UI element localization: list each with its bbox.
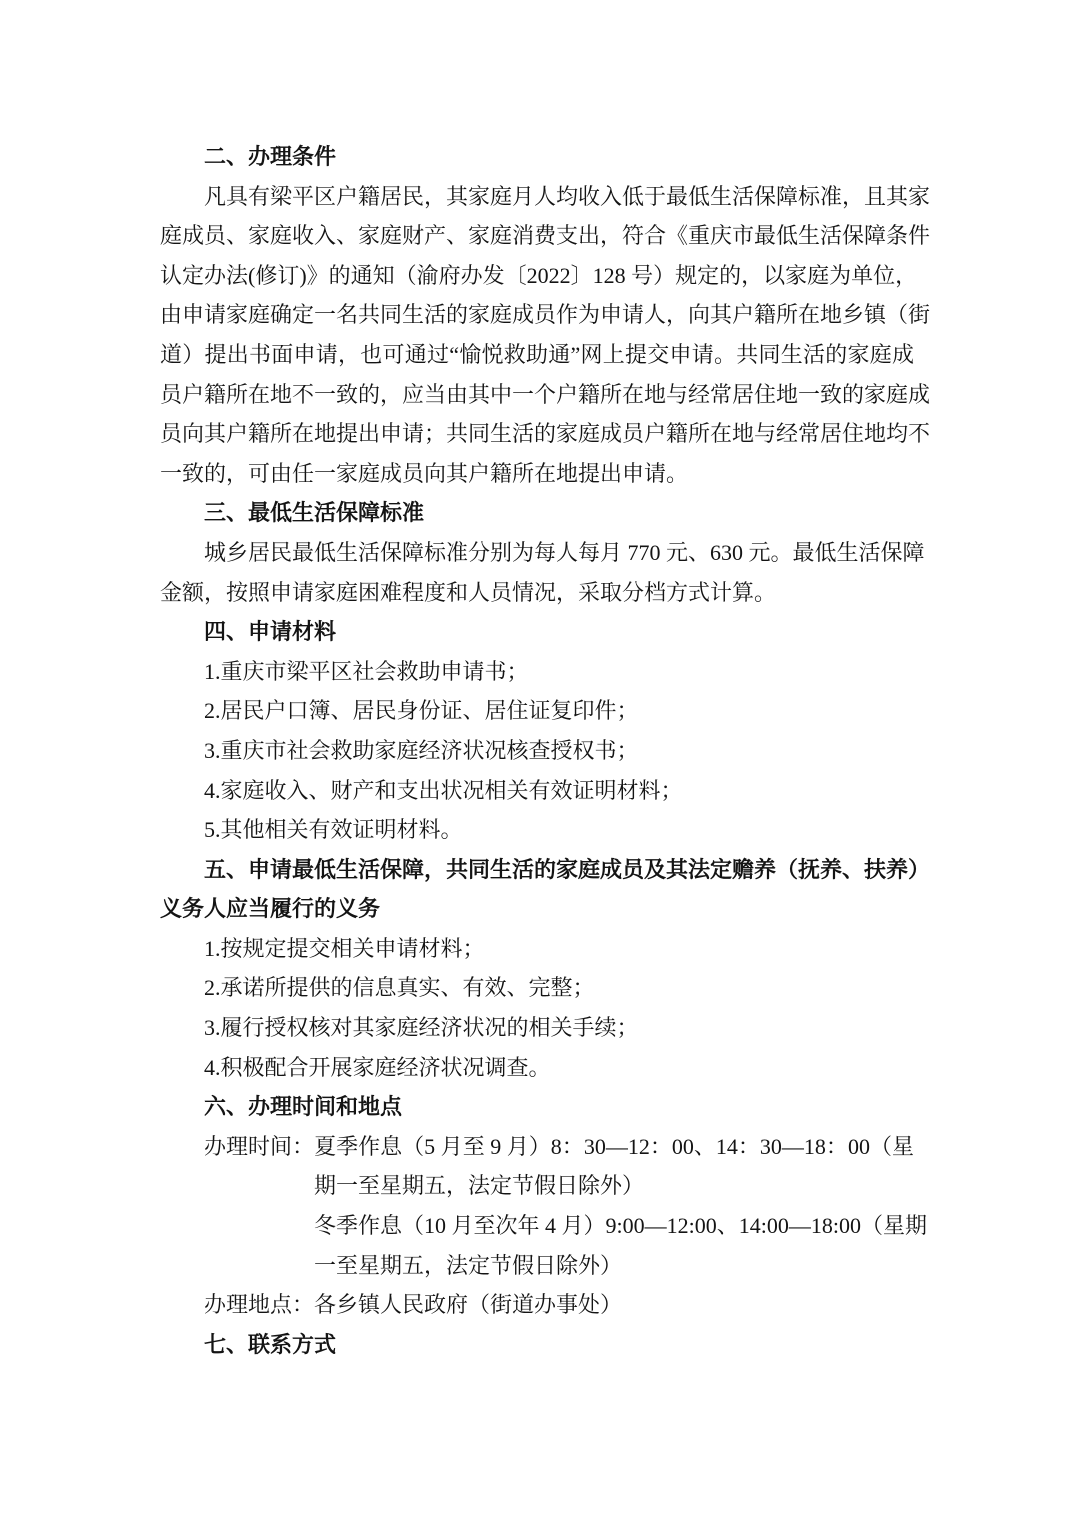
section-4-heading: 四、申请材料: [204, 619, 337, 645]
section-5-heading: 五、申请最低生活保障，共同生活的家庭成员及其法定赡养（抚养、扶养）: [204, 856, 931, 882]
list-item: 2.居民户口簿、居民身份证、居住证复印件；: [204, 698, 639, 724]
list-item: 4.家庭收入、财产和支出状况相关有效证明材料；: [204, 777, 683, 803]
list-item: 4.积极配合开展家庭经济状况调查。: [204, 1054, 551, 1080]
paragraph-line: 庭成员、家庭收入、家庭财产、家庭消费支出，符合《重庆市最低生活保障条件: [160, 223, 931, 249]
paragraph-line: 金额，按照申请家庭困难程度和人员情况，采取分档方式计算。: [160, 579, 777, 605]
office-hours-line: 期一至星期五，法定节假日除外）: [314, 1173, 645, 1199]
paragraph-line: 道）提出书面申请，也可通过“愉悦救助通”网上提交申请。共同生活的家庭成: [160, 341, 914, 367]
paragraph-line: 一致的，可由任一家庭成员向其户籍所在地提出申请。: [160, 460, 689, 486]
list-item: 5.其他相关有效证明材料。: [204, 817, 463, 843]
office-hours-line: 一至星期五，法定节假日除外）: [314, 1252, 623, 1278]
office-location-line: 办理地点：各乡镇人民政府（街道办事处）: [204, 1292, 623, 1318]
section-5-heading-continuation: 义务人应当履行的义务: [160, 896, 381, 922]
section-3-heading: 三、最低生活保障标准: [204, 500, 425, 526]
paragraph-line: 城乡居民最低生活保障标准分别为每人每月 770 元、630 元。最低生活保障: [204, 539, 925, 565]
document-content: [160, 137, 931, 1364]
list-item: 3.重庆市社会救助家庭经济状况核查授权书；: [204, 737, 639, 763]
paragraph-line: 凡具有梁平区户籍居民，其家庭月人均收入低于最低生活保障标准，且其家: [204, 183, 931, 209]
section-2-heading: 二、办理条件: [204, 144, 337, 169]
section-6-heading: 六、办理时间和地点: [204, 1094, 403, 1120]
paragraph-line: 由申请家庭确定一名共同生活的家庭成员作为申请人，向其户籍所在地乡镇（街: [160, 302, 931, 328]
section-7-heading: 七、联系方式: [204, 1331, 337, 1357]
paragraph-line: 员向其户籍所在地提出申请；共同生活的家庭成员户籍所在地与经常居住地均不: [160, 421, 931, 447]
paragraph-line: 员户籍所在地不一致的，应当由其中一个户籍所在地与经常居住地一致的家庭成: [160, 381, 931, 407]
office-hours-line: 冬季作息（10 月至次年 4 月）9:00—12:00、14:00—18:00（星期: [314, 1213, 927, 1239]
paragraph-line: 认定办法(修订)》的通知（渝府办发〔2022〕128 号）规定的，以家庭为单位，: [160, 262, 918, 288]
list-item: 1.按规定提交相关申请材料；: [204, 935, 485, 961]
list-item: 2.承诺所提供的信息真实、有效、完整；: [204, 975, 595, 1001]
office-hours-line: 办理时间：夏季作息（5 月至 9 月）8：30—12：00、14：30—18：00（星: [204, 1133, 914, 1159]
list-item: 1.重庆市梁平区社会救助申请书；: [204, 658, 529, 684]
list-item: 3.履行授权核对其家庭经济状况的相关手续；: [204, 1015, 639, 1041]
